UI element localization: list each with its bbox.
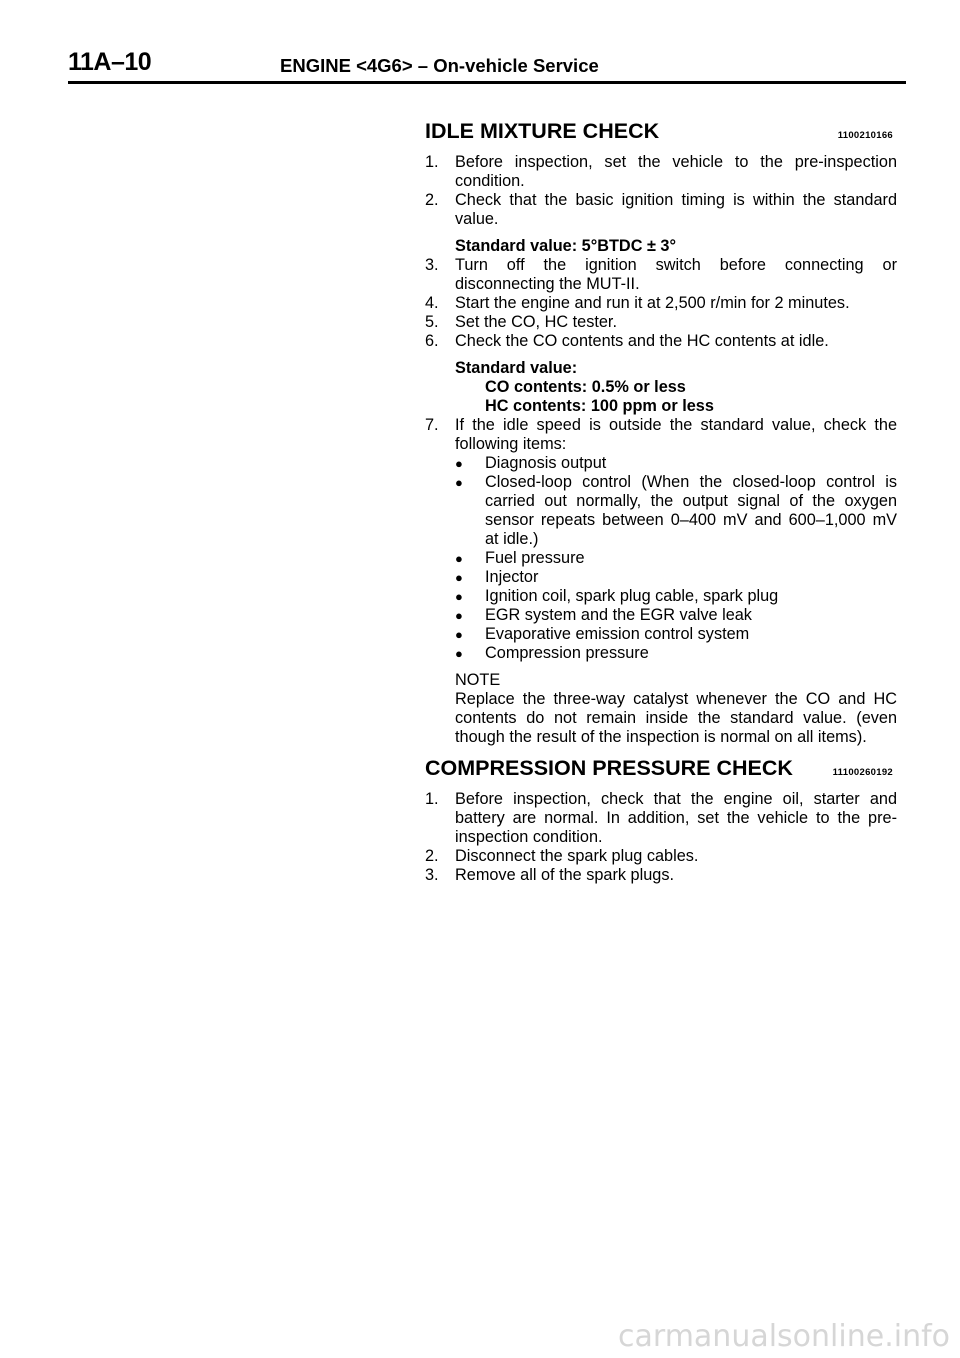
step-number: 1.	[425, 153, 439, 171]
section-code: 11100260192	[832, 767, 893, 778]
bullet-icon: ●	[455, 551, 463, 566]
step-number: 7.	[425, 416, 439, 434]
step-number: 3.	[425, 256, 439, 274]
bullet-icon: ●	[455, 589, 463, 604]
step	[425, 790, 897, 847]
step-number: 5.	[425, 313, 439, 331]
step-text: Turn off the ignition switch before connecting or disconnecting the MUT-II.	[455, 256, 897, 293]
header-rule	[68, 81, 906, 84]
step-number: 6.	[425, 332, 439, 350]
spec-co: CO contents: 0.5% or less	[485, 378, 686, 396]
section-code: 1100210166	[837, 130, 893, 141]
bullet-icon: ●	[455, 608, 463, 623]
step-text: Before inspection, check that the engine oil, starter and battery are normal. In addition, set the vehicle to the pre-inspection condition.	[455, 790, 897, 846]
step	[425, 332, 897, 351]
bullet-icon: ●	[455, 456, 463, 471]
header-title: ENGINE <4G6> – On-vehicle Service	[280, 55, 599, 76]
idle-steps-b	[425, 256, 897, 351]
list-item-text: Fuel pressure	[485, 549, 585, 567]
list-item-text: Evaporative emission control system	[485, 625, 750, 643]
list-item	[455, 568, 897, 587]
list-item-text: Injector	[485, 568, 539, 586]
step-text: If the idle speed is outside the standard value, check the following items:	[455, 416, 897, 453]
step	[425, 847, 897, 866]
step-number: 1.	[425, 790, 439, 808]
step-text: Check that the basic ignition timing is within the standard value.	[455, 191, 897, 228]
bullet-icon: ●	[455, 627, 463, 642]
step	[425, 866, 897, 885]
step-number: 3.	[425, 866, 439, 884]
note-text: Replace the three-way catalyst whenever the CO and HC contents do not remain inside the standard value. (even though the result of the inspection is normal on all items).	[455, 690, 897, 746]
section-title: IDLE MIXTURE CHECK	[425, 119, 660, 143]
step	[425, 191, 897, 229]
step-text: Set the CO, HC tester.	[455, 313, 617, 331]
bullet-icon: ●	[455, 475, 463, 490]
list-item-text: EGR system and the EGR valve leak	[485, 606, 752, 624]
step	[425, 416, 897, 454]
step-text: Start the engine and run it at 2,500 r/min for 2 minutes.	[455, 294, 850, 312]
list-item	[455, 454, 897, 473]
spec-label: Standard value:	[455, 359, 578, 377]
step-number: 4.	[425, 294, 439, 312]
list-item	[455, 625, 897, 644]
step-number: 2.	[425, 847, 439, 865]
check-items-list	[425, 454, 897, 663]
step	[425, 256, 897, 294]
step-text: Before inspection, set the vehicle to the pre-inspection condition.	[455, 153, 897, 190]
step	[425, 313, 897, 332]
list-item-text: Closed-loop control (When the closed-loop control is carried out normally, the output signal of the oxygen sensor repeats between 0–400 mV and 600–1,000 mV at idle.)	[485, 473, 897, 548]
idle-steps-a	[425, 153, 897, 229]
list-item-text: Compression pressure	[485, 644, 649, 662]
note	[425, 671, 897, 747]
idle-mixture-heading	[425, 118, 897, 149]
list-item	[455, 644, 897, 663]
compression-heading	[425, 755, 897, 786]
list-item	[455, 473, 897, 549]
page-number: 11A–10	[68, 48, 152, 76]
spec-hc: HC contents: 100 ppm or less	[485, 397, 714, 415]
step-text: Remove all of the spark plugs.	[455, 866, 675, 884]
list-item-text: Ignition coil, spark plug cable, spark plug	[485, 587, 779, 605]
step-text: Disconnect the spark plug cables.	[455, 847, 699, 865]
step-number: 2.	[425, 191, 439, 209]
bullet-icon: ●	[455, 570, 463, 585]
note-label: NOTE	[455, 671, 501, 689]
standard-value-timing: Standard value: 5°BTDC ± 3°	[455, 237, 676, 255]
list-item	[455, 587, 897, 606]
list-item	[455, 549, 897, 568]
list-item	[455, 606, 897, 625]
compression-steps	[425, 790, 897, 885]
step	[425, 294, 897, 313]
standard-value-emissions	[425, 359, 897, 416]
step	[425, 153, 897, 191]
step-text: Check the CO contents and the HC contents at idle.	[455, 332, 829, 350]
list-item-text: Diagnosis output	[485, 454, 607, 472]
section-title: COMPRESSION PRESSURE CHECK	[425, 756, 793, 780]
content-column	[425, 118, 897, 885]
bullet-icon: ●	[455, 646, 463, 661]
watermark: carmanualsonline.info	[618, 1319, 950, 1354]
